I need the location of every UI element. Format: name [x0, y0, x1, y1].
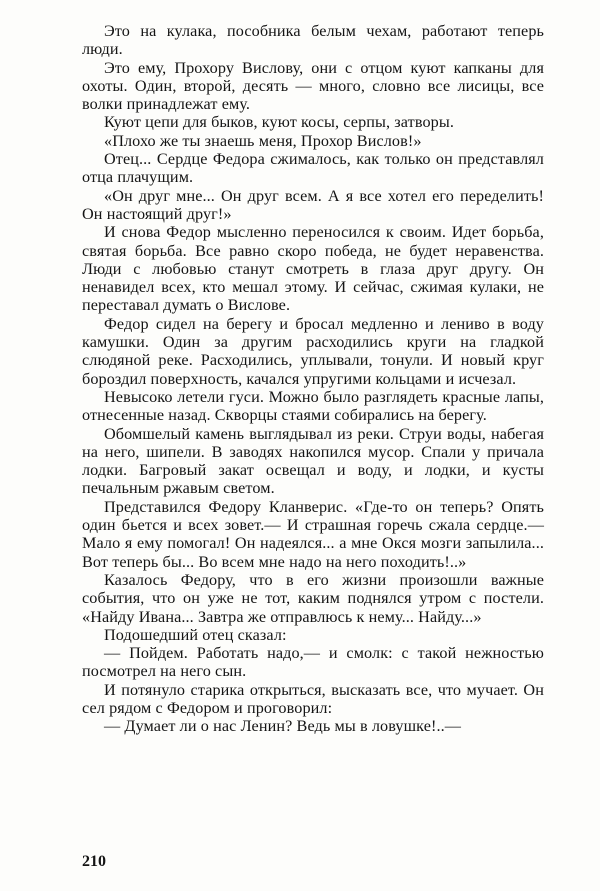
paragraph: — Думает ли о нас Ленин? Ведь мы в ловушке!..— [104, 717, 462, 736]
paragraph: Отец... Сердце Федора сжималось, как только он представлял отца плачущим. [82, 150, 544, 187]
paragraph: Это на кулака, пособника белым чехам, работают теперь люди. [82, 22, 544, 59]
paragraph: Куют цепи для быков, куют косы, серпы, затворы. [104, 113, 454, 132]
body-text [82, 22, 544, 736]
paragraph: — Пойдем. Работать надо,— и смолк: с такой нежностью посмотрел на него сын. [82, 644, 544, 681]
paragraph: И потянуло старика открыться, высказать все, что мучает. Он сел рядом с Федором и проговорил: [82, 680, 544, 717]
paragraph: Представился Федору Кланверис. «Где-то он теперь? Опять один бьется и всех зовет.— И страшная горечь сжала сердце.— Мало я ему помогал! Он надеялся... а мне Окся мозги запылила... Вот теперь бы... Во всем мне надо на него походить!..» [82, 497, 544, 571]
paragraph: Невысоко летели гуси. Можно было разглядеть красные лапы, отнесенные назад. Скворцы стаями собирались на берегу. [82, 387, 544, 425]
paragraph: «Плохо же ты знаешь меня, Прохор Вислов!» [104, 131, 422, 150]
paragraph: Подошедший отец сказал: [104, 625, 287, 644]
paragraph: Казалось Федору, что в его жизни произошли важные события, что он уже не тот, каким поднялся утром с постели. «Найду Ивана... Завтра же отправлюсь к нему... Найду...» [82, 570, 544, 626]
paragraph: И снова Федор мысленно переносился к своим. Идет борьба, святая борьба. Все равно скоро победа, не будет неравенства. Люди с любовью станут смотреть в глаза друг другу. Он ненавидел всех, кто мешал этому. И сейчас, сжимая кулаки, не переставал думать о Вислове. [82, 223, 544, 315]
paragraph: Это ему, Прохору Вислову, они с отцом куют капканы для охоты. Один, второй, десять — много, словно все лисицы, все волки принадлежат ему. [82, 58, 544, 114]
paragraph: «Он друг мне... Он друг всем. А я все хотел его переделить! Он настоящий друг!» [82, 186, 544, 223]
paragraph: Обомшелый камень выглядывал из реки. Струи воды, набегая на него, шипели. В заводях накопился мусор. Спали у причала лодки. Багровый закат освещал и воду, и лодки, и кусты печальным ржавым светом. [82, 424, 544, 498]
page-number: 210 [82, 853, 106, 870]
paragraph: Федор сидел на берегу и бросал медленно и лениво в воду камушки. Один за другим расходились круги на гладкой слюдяной реке. Расходились, уплывали, тонули. И новый круг бороздил поверхность, качался упругими кольцами и исчезал. [82, 314, 544, 388]
